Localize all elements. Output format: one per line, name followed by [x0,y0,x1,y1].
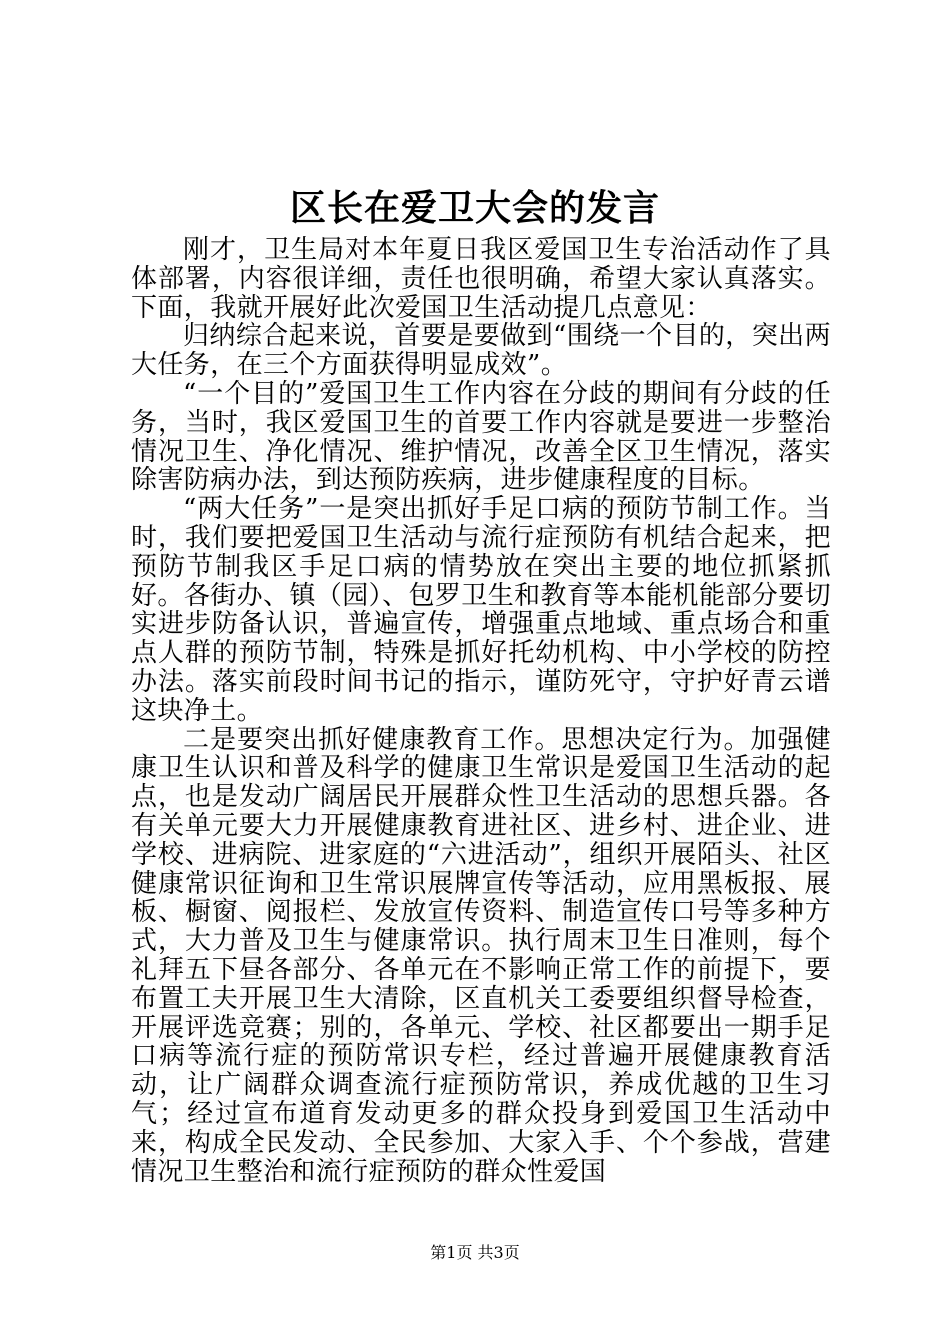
page-footer: 第1页 共3页 [430,1243,520,1262]
paragraph-health-education: 二是要突出抓好健康教育工作。思想决定行为。加强健康卫生认识和普及科学的健康卫生常识是爱国卫生活动的起点，也是发动广阔居民开展群众性卫生活动的思想兵器。各有关单元要大力开展健康教育进社区、进乡村、进企业、进学校、进病院、进家庭的“六进活动”，组织开展陌头、社区健康常识征询和卫生常识展牌宣传等活动，应用黑板报、展板、橱窗、阅报栏、发放宣传资料、制造宣传口号等多种方式，大力普及卫生与健康常识。执行周末卫生日准则，每个礼拜五下昼各部分、各单元在不影响正常工作的前提下，要布置工夫开展卫生大清除，区直机关工委要组织督导检查，开展评选竞赛；别的，各单元、学校、社区都要出一期手足口病等流行症的预防常识专栏，经过普遍开展健康教育活动，让广阔群众调查流行症预防常识，养成优越的卫生习气；经过宣布道育发动更多的群众投身到爱国卫生活动中来，构成全民发动、全民参加、大家入手、个个参战，营建情况卫生整治和流行症预防的群众性爱国 [131,724,831,1187]
document-body [131,236,831,1186]
paragraph-intro: 刚才，卫生局对本年夏日我区爱国卫生专治活动作了具体部署，内容很详细，责任也很明确，希望大家认真落实。下面，我就开展好此次爱国卫生活动提几点意见： [131,235,831,323]
paragraph-summary: 归纳综合起来说，首要是要做到“围绕一个目的，突出两大任务，在三个方面获得明显成效”。 [131,321,831,381]
paragraph-two-tasks: “两大任务”一是突出抓好手足口病的预防节制工作。当时，我们要把爱国卫生活动与流行症预防有机结合起来，把预防节制我区手足口病的情势放在突出主要的地位抓紧抓好。各街办、镇（园）、包罗卫生和教育等本能机能部分要切实进步防备认识，普遍宣传，增强重点地域、重点场合和重点人群的预防节制，特殊是抓好托幼机构、中小学校的防控办法。落实前段时间书记的指示，谨防死守，守护好青云谱这块净土。 [131,494,831,726]
document-title: 区长在爱卫大会的发言 [289,187,660,229]
paragraph-one-goal: “一个目的”爱国卫生工作内容在分歧的期间有分歧的任务，当时，我区爱国卫生的首要工作内容就是要进一步整治情况卫生、净化情况、维护情况，改善全区卫生情况，落实除害防病办法，到达预防疾病，进步健康程度的目标。 [131,378,831,496]
